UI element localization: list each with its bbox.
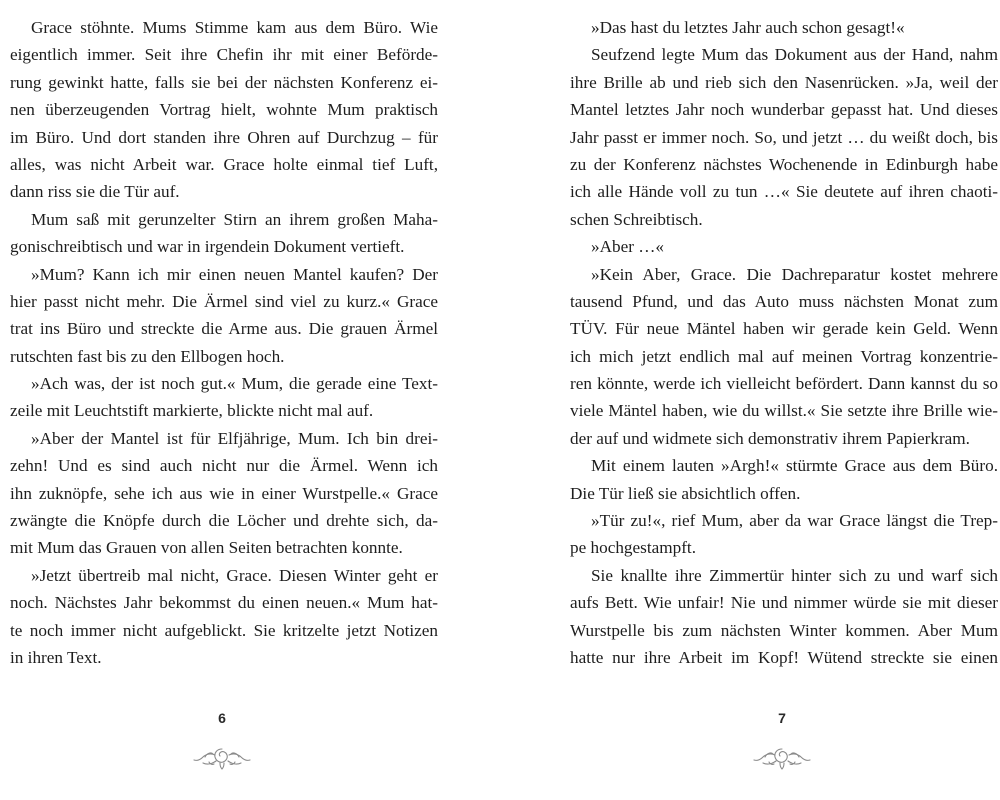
right-page [570, 14, 998, 794]
text-line: aufs Bett. Wie unfair! Nie und nimmer würde sie mit dieser [570, 593, 998, 613]
text-line: Die Tür ließ sie absichtlich offen. [570, 483, 801, 503]
text-line: Sie knallte ihre Zimmertür hinter sich zu und warf sich [591, 565, 998, 585]
text-line: »Aber …« [591, 237, 665, 257]
text-line: in ihren Text. [10, 647, 102, 667]
text-line: Mum saß mit gerunzelter Stirn an ihrem großen Maha- [31, 209, 438, 229]
text-line: dann riss sie die Tür auf. [10, 182, 180, 202]
text-line: eigentlich immer. Seit ihre Chefin ihr mit einer Beförde- [10, 45, 438, 65]
text-line: zwängte die Knöpfe durch die Löcher und drehte sich, da- [10, 511, 438, 531]
text-line: pe hochgestampft. [570, 538, 697, 558]
rose-ornament-icon [751, 743, 813, 771]
text-line: noch. Nächstes Jahr bekommst du einen neuen.« Mum hat- [10, 593, 438, 613]
text-line: schen Schreibtisch. [570, 209, 703, 229]
text-line: zehn! Und es sind auch nicht nur die Ärmel. Wenn ich [10, 456, 438, 476]
left-page [10, 14, 438, 794]
rose-ornament-icon [191, 743, 253, 771]
text-line: gonischreibtisch und war in irgendein Dokument vertieft. [10, 237, 405, 257]
text-line: hatte nur ihre Arbeit im Kopf! Wütend streckte sie einen [570, 647, 998, 667]
text-line: Seufzend legte Mum das Dokument aus der Hand, nahm [591, 45, 998, 65]
text-line: rung gewinkt hatte, falls sie bei der nächsten Konferenz ei- [10, 72, 438, 92]
text-line: »Aber der Mantel ist für Elfjährige, Mum. Ich bin drei- [31, 428, 438, 448]
page-number-right: 7 [778, 710, 786, 726]
text-line: te noch immer nicht aufgeblickt. Sie kritzelte jetzt Notizen [10, 620, 438, 640]
text-line: zeile mit Leuchtstift markierte, blickte nicht mal auf. [10, 401, 374, 421]
text-line: »Kein Aber, Grace. Die Dachreparatur kostet mehrere [591, 264, 998, 284]
text-line: »Mum? Kann ich mir einen neuen Mantel kaufen? Der [31, 264, 438, 284]
text-line: ihre Brille ab und rieb sich den Nasenrücken. »Ja, weil der [570, 72, 998, 92]
text-line: tausend Pfund, und das Auto muss nächsten Monat zum [570, 291, 998, 311]
text-line: Wurstpelle bis zum nächsten Winter kommen. Aber Mum [570, 620, 998, 640]
text-line: rutschten fast bis zu den Ellbogen hoch. [10, 346, 285, 366]
text-line: »Jetzt übertreib mal nicht, Grace. Diesen Winter geht er [31, 565, 438, 585]
text-line: trat ins Büro und streckte die Arme aus. Die grauen Ärmel [10, 319, 438, 339]
text-line: im Büro. Und dort standen ihre Ohren auf Durchzug – für [10, 127, 438, 147]
text-line: mit Mum das Grauen von allen Seiten betrachten konnte. [10, 538, 403, 558]
text-line: viele Mäntel haben, wie du willst.« Sie setzte ihre Brille wie- [570, 401, 998, 421]
text-line: Grace stöhnte. Mums Stimme kam aus dem Büro. Wie [31, 18, 438, 37]
text-line: »Das hast du letztes Jahr auch schon gesagt!« [591, 18, 905, 37]
text-line: zu der Konferenz nächstes Wochenende in Edinburgh habe [570, 154, 998, 174]
text-line: »Tür zu!«, rief Mum, aber da war Grace längst die Trep- [591, 511, 998, 531]
text-line: TÜV. Für neue Mäntel haben wir gerade kein Geld. Wenn [570, 319, 998, 339]
text-line: der auf und widmete sich demonstrativ ihrem Papierkram. [570, 428, 970, 448]
text-line: hier passt nicht mehr. Die Ärmel sind viel zu kurz.« Grace [10, 291, 438, 311]
text-line: »Ach was, der ist noch gut.« Mum, die gerade eine Text- [31, 374, 438, 394]
page-number-left: 6 [218, 710, 226, 726]
text-line: ihn zuknöpfe, sehe ich aus wie in einer Wurstpelle.« Grace [10, 483, 438, 503]
text-line: ich alle Hände voll zu tun …« Sie deutete auf ihren chaoti- [570, 182, 998, 202]
text-line: Mit einem lauten »Argh!« stürmte Grace aus dem Büro. [591, 456, 998, 476]
text-line: Jahr passt er immer noch. So, und jetzt … du weißt doch, bis [570, 127, 998, 147]
text-line: Mantel letztes Jahr noch wunderbar gepasst hat. Und dieses [570, 100, 998, 120]
text-line: ren könnte, werde ich vielleicht befördert. Dann kannst du so [570, 374, 998, 394]
text-line: alles, was nicht Arbeit war. Grace holte einmal tief Luft, [10, 154, 438, 174]
text-line: nen überzeugenden Vortrag hielt, wohnte Mum praktisch [10, 100, 438, 120]
text-line: ich mich jetzt endlich mal auf meinen Vortrag konzentrie- [570, 346, 998, 366]
